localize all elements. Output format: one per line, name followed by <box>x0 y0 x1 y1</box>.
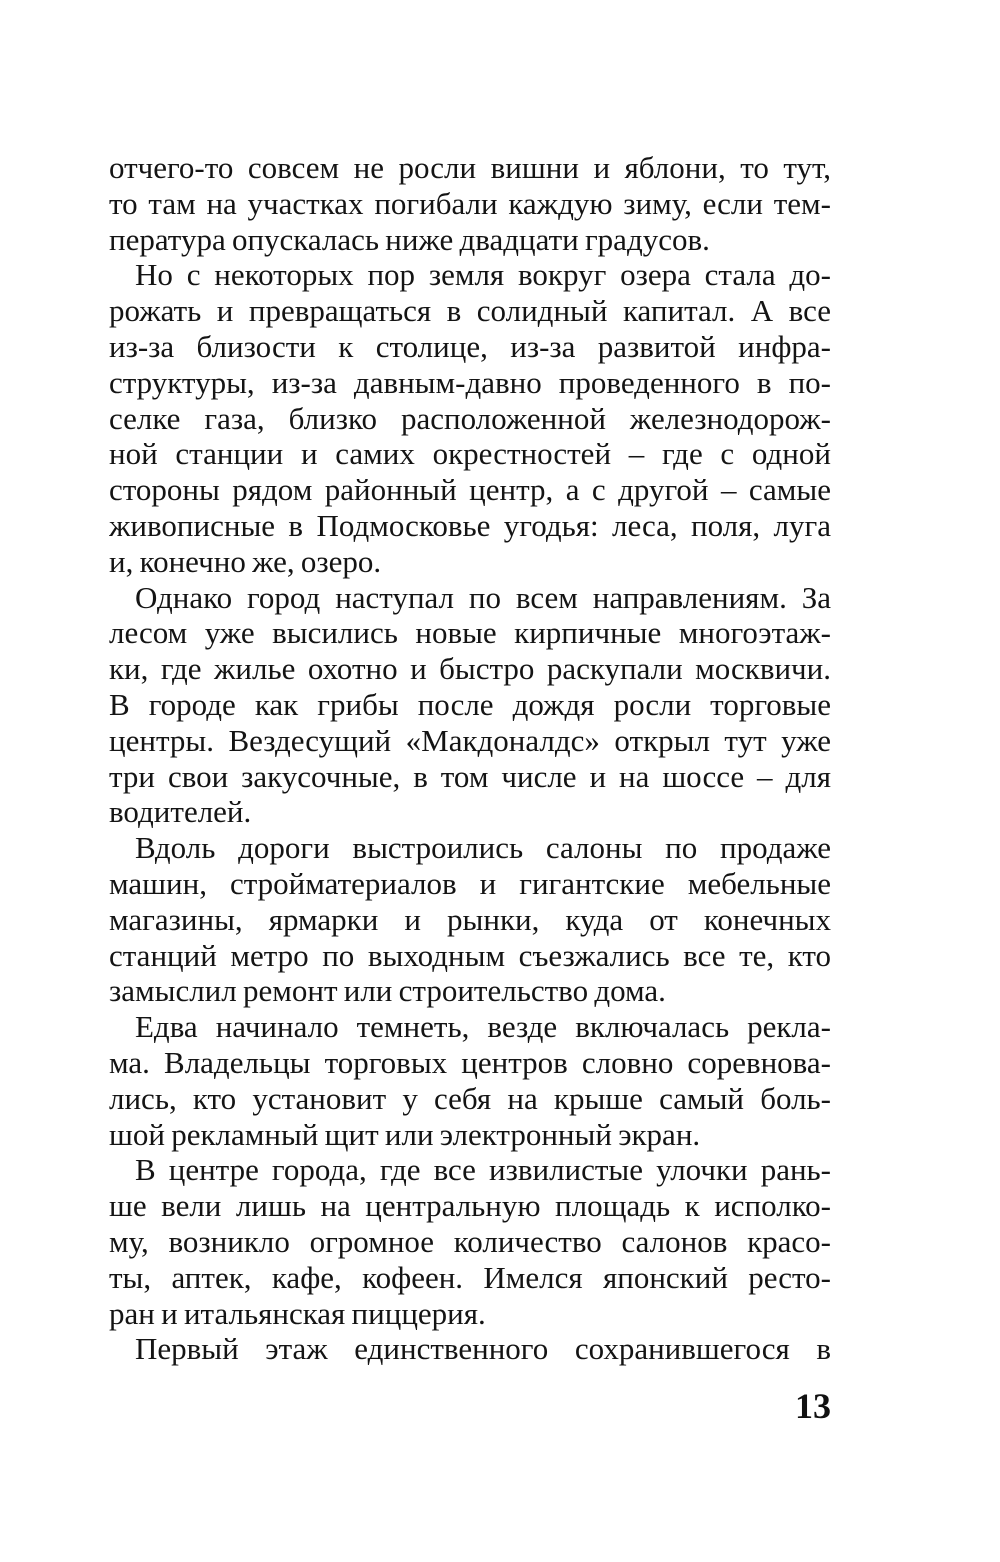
text-line: селке газа, близко расположенной железнодорож- <box>109 400 831 436</box>
text-line: В центре города, где все извилистые улочки рань- <box>135 1152 831 1188</box>
text-line: водителей. <box>109 794 252 830</box>
paragraph <box>109 150 831 257</box>
text-line: Едва начинало темнеть, везде включалась рекла- <box>135 1009 831 1045</box>
text-line: ки, где жилье охотно и быстро раскупали москвичи. <box>109 651 831 687</box>
text-line: отчего-то совсем не росли вишни и яблони, то тут, <box>109 150 831 185</box>
text-line: Однако город наступал по всем направлениям. За <box>135 579 831 615</box>
text-line: Первый этаж единственного сохранившегося в <box>135 1331 831 1367</box>
paragraph <box>109 1331 831 1367</box>
page-number: 13 <box>795 1386 831 1426</box>
text-line: ма. Владельцы торговых центров словно соревнова- <box>109 1044 831 1080</box>
text-line: ной станции и самих окрестностей – где с одной <box>109 436 831 472</box>
text-line: шой рекламный щит или электронный экран. <box>109 1116 701 1152</box>
text-line: му, возникло огромное количество салонов красо- <box>109 1223 831 1259</box>
text-line: ты, аптек, кафе, кофеен. Имелся японский ресто- <box>109 1259 831 1295</box>
text-line: живописные в Подмосковье угодья: леса, поля, луга <box>109 507 831 543</box>
text-line: станций метро по выходным съезжались все те, кто <box>109 937 831 973</box>
text-line: и, конечно же, озеро. <box>109 543 382 579</box>
page-text <box>109 150 831 1367</box>
text-line: пература опускалась ниже двадцати градусов. <box>109 221 710 257</box>
paragraph <box>109 257 831 579</box>
text-line: замыслил ремонт или строительство дома. <box>109 973 666 1009</box>
text-line: стороны рядом районный центр, а с другой – самые <box>109 472 831 508</box>
text-line: лись, кто установит у себя на крыше самый боль- <box>109 1080 831 1116</box>
text-line: машин, стройматериалов и гигантские мебельные <box>109 865 831 901</box>
paragraph <box>109 830 831 1009</box>
text-line: Но с некоторых пор земля вокруг озера стала до- <box>135 257 831 293</box>
text-line: ран и итальянская пиццерия. <box>109 1295 486 1331</box>
paragraph <box>109 580 831 831</box>
text-line: лесом уже высились новые кирпичные многоэтаж- <box>109 615 831 651</box>
text-line: три свои закусочные, в том числе и на шоссе – для <box>109 758 831 794</box>
text-line: ше вели лишь на центральную площадь к исполко- <box>109 1188 831 1224</box>
text-line: В городе как грибы после дождя росли торговые <box>109 686 831 722</box>
text-line: Вдоль дороги выстроились салоны по продаже <box>135 830 831 866</box>
text-line: структуры, из-за давным-давно проведенного в по- <box>109 364 831 400</box>
text-line: центры. Вездесущий «Макдоналдс» открыл тут уже <box>109 722 831 758</box>
text-line: магазины, ярмарки и рынки, куда от конечных <box>109 901 831 937</box>
text-line: из-за близости к столице, из-за развитой инфра- <box>109 328 831 364</box>
paragraph <box>109 1152 831 1331</box>
text-line: рожать и превращаться в солидный капитал. А все <box>109 293 831 329</box>
text-line: то там на участках погибали каждую зиму, если тем- <box>109 185 831 221</box>
paragraph <box>109 1009 831 1152</box>
